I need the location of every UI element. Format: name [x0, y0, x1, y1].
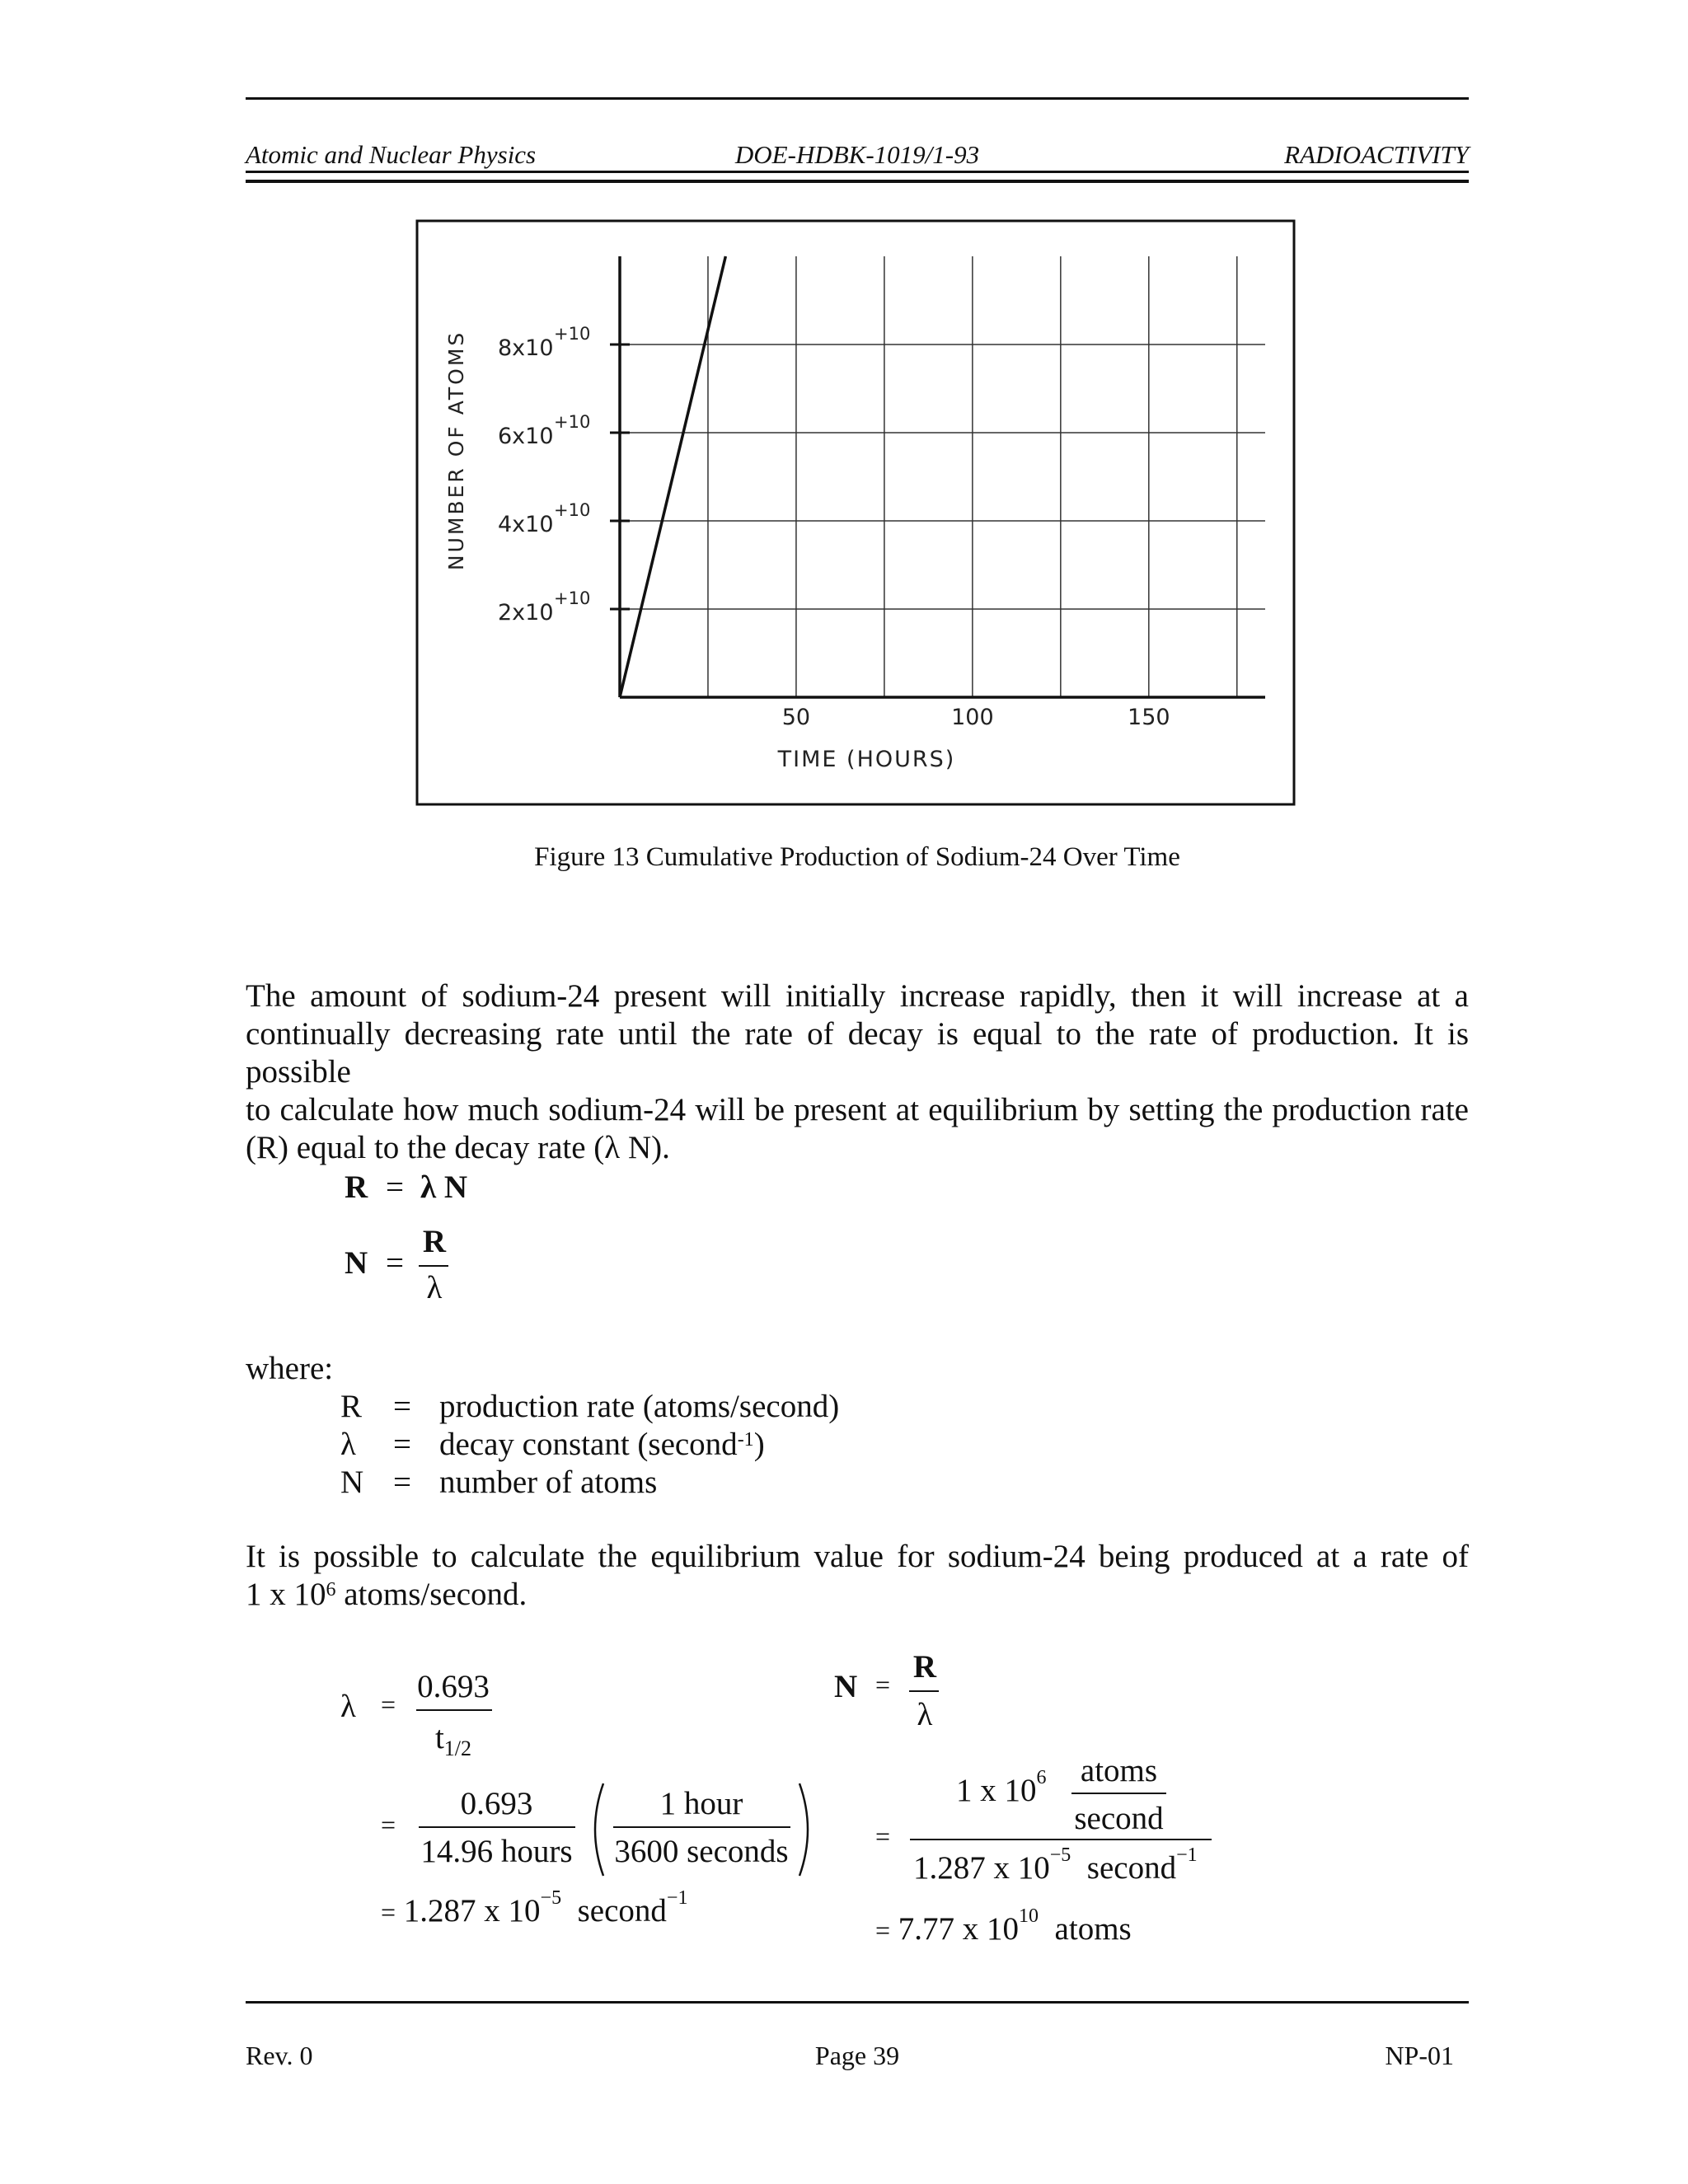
y-axis-label: NUMBER OF ATOMS: [444, 330, 468, 571]
calc-left-paren-close: [795, 1780, 819, 1879]
calc-left-num-3: 1 hour: [659, 1786, 743, 1821]
calc-right-den-2-unit: second: [1086, 1850, 1177, 1886]
calc-right-unit-bar: [1071, 1793, 1166, 1794]
calc-right-num-2-value: 1 x 10: [956, 1773, 1037, 1808]
where-equals: [393, 1388, 411, 1502]
footer-center: Page 39: [814, 2041, 900, 2070]
x-tick-label-2: 150: [1128, 705, 1170, 730]
paragraph-2-rate: 1 x 10: [246, 1577, 326, 1612]
calc-left-paren-open: [584, 1780, 608, 1879]
where-sym-r: R: [340, 1389, 363, 1424]
calc-right-eq-1: =: [875, 1670, 891, 1699]
calc-right-den-1: λ: [917, 1697, 933, 1732]
paragraph-2-line-1: It is possible to calculate the equilibrium value for sodium-24 being produced at a rate of: [246, 1539, 1469, 1574]
calc-right-den-2-value: 1.287 x 10: [913, 1850, 1050, 1886]
header-center: DOE-HDBK-1019/1-93: [734, 140, 980, 169]
x-axis-label: TIME (HOURS): [777, 747, 956, 772]
calc-left-bar-1: [416, 1709, 492, 1711]
eq2-denominator: λ: [426, 1270, 443, 1305]
calc-right-bar-2: [910, 1839, 1212, 1840]
eq2-lhs: N: [345, 1245, 368, 1281]
paragraph-1: [246, 977, 1469, 1167]
y-tick-exponent-0: +10: [554, 588, 591, 608]
paragraph-1-line-4: (R) equal to the decay rate (λ N).: [246, 1130, 670, 1165]
x-tick-label-1: 100: [951, 705, 994, 730]
calc-left-result: [381, 1887, 688, 1929]
calc-right-result-value: 7.77 x 10: [898, 1911, 1020, 1947]
calc-left-eq-2: =: [381, 1810, 396, 1840]
calc-left-num-1: 0.693: [417, 1669, 490, 1704]
calc-left-half: 1/2: [443, 1736, 472, 1760]
where-desc-lambda: [439, 1426, 839, 1464]
calc-right-eq-3: =: [875, 1915, 891, 1945]
calc-left-t: t: [434, 1720, 444, 1755]
where-desc-lambda-text: decay constant (second: [439, 1427, 738, 1462]
calc-right-result: [875, 1905, 1132, 1947]
calc-right-bar-1: [909, 1690, 939, 1692]
eq1-rhs: λ N: [420, 1169, 468, 1205]
calc-left-eq-1: =: [381, 1690, 396, 1719]
footer-right: NP-01: [1385, 2041, 1454, 2070]
figure-chart: [0, 0, 1688, 824]
calc-left-result-unit: second: [577, 1893, 667, 1929]
calc-left-bar-2: [419, 1826, 575, 1828]
calc-left-eq-3: =: [381, 1897, 396, 1927]
where-desc-r: production rate (atoms/second): [439, 1389, 840, 1424]
calc-left-lambda: λ: [340, 1689, 356, 1724]
calc-left-num-2: 0.693: [460, 1786, 533, 1821]
x-tick-label-0: 50: [781, 705, 811, 730]
calc-left-den-2: 14.96 hours: [420, 1834, 573, 1869]
calc-left-result-unit-exp: −1: [666, 1887, 688, 1909]
footer-left: Rev. 0: [246, 2041, 313, 2070]
calc-left-result-value: 1.287 x 10: [403, 1893, 541, 1929]
where-desc-n: number of atoms: [439, 1465, 658, 1500]
calc-right-unit-den: second: [1074, 1801, 1164, 1836]
eq2-numerator: R: [422, 1224, 447, 1259]
eq2-fraction-bar: [419, 1265, 448, 1267]
calc-right-eq-2: =: [875, 1821, 891, 1851]
where-eq-3: =: [393, 1465, 411, 1500]
paragraph-2: [246, 1538, 1469, 1614]
paragraph-1-line-1: The amount of sodium-24 present will initially increase rapidly, then it will increase at a: [246, 978, 1469, 1014]
calc-right-unit-num: atoms: [1080, 1753, 1158, 1788]
header-right: RADIOACTIVITY: [1284, 140, 1469, 169]
y-tick-label-1: 4x10: [498, 512, 554, 537]
calc-right-den-2-exp: −5: [1049, 1844, 1071, 1866]
calc-left-den-1: [412, 1719, 495, 1760]
calc-right-num-1: R: [912, 1649, 937, 1685]
paragraph-1-line-2: continually decreasing rate until the rate of decay is equal to the rate of production. It is possible: [246, 1016, 1469, 1090]
header-left: Atomic and Nuclear Physics: [246, 140, 537, 169]
eq2-equals: =: [386, 1245, 404, 1281]
calc-right-result-unit: atoms: [1054, 1911, 1132, 1947]
where-sym-n: N: [340, 1465, 364, 1500]
paragraph-2-line-2: [246, 1576, 1469, 1614]
y-tick-label-2: 6x10: [498, 424, 554, 449]
where-desc-lambda-close: ): [753, 1427, 765, 1462]
where-symbols: [340, 1388, 363, 1502]
calc-right-n: N: [834, 1669, 858, 1704]
calc-right-den-2-unit-exp: −1: [1176, 1844, 1198, 1866]
paragraph-1-line-3: to calculate how much sodium-24 will be present at equilibrium by setting the production rate: [246, 1092, 1469, 1127]
eq1-lhs: R: [345, 1169, 368, 1205]
where-descriptions: [439, 1388, 839, 1502]
eq1-equals: =: [386, 1169, 404, 1205]
series-line-0: [620, 256, 725, 697]
calc-right-num-2-exp: 6: [1036, 1767, 1047, 1788]
calc-right-num-2: [956, 1767, 1047, 1809]
y-tick-exponent-1: +10: [554, 500, 591, 520]
paragraph-2-rate-unit: atoms/second.: [335, 1577, 528, 1612]
where-sym-lambda: λ: [340, 1427, 356, 1462]
paragraph-2-rate-exp: 6: [326, 1579, 336, 1601]
y-tick-exponent-3: +10: [554, 324, 591, 344]
calc-left-bar-3: [613, 1826, 790, 1828]
y-tick-label-3: 8x10: [498, 335, 554, 361]
footer-rule: [246, 2001, 1469, 2004]
y-tick-exponent-2: +10: [554, 412, 591, 432]
where-eq-2: =: [393, 1427, 411, 1462]
where-label: where:: [246, 1351, 334, 1386]
where-eq-1: =: [393, 1389, 411, 1424]
calc-left-result-exp: −5: [540, 1887, 562, 1909]
where-desc-lambda-exp: -1: [737, 1429, 754, 1451]
calc-left-den-3: 3600 seconds: [614, 1834, 789, 1869]
figure-caption: Figure 13 Cumulative Production of Sodium-24 Over Time: [534, 842, 1180, 872]
y-tick-label-0: 2x10: [498, 600, 554, 626]
calc-right-result-exp: 10: [1019, 1905, 1039, 1927]
calc-right-den-2: [913, 1844, 1198, 1886]
